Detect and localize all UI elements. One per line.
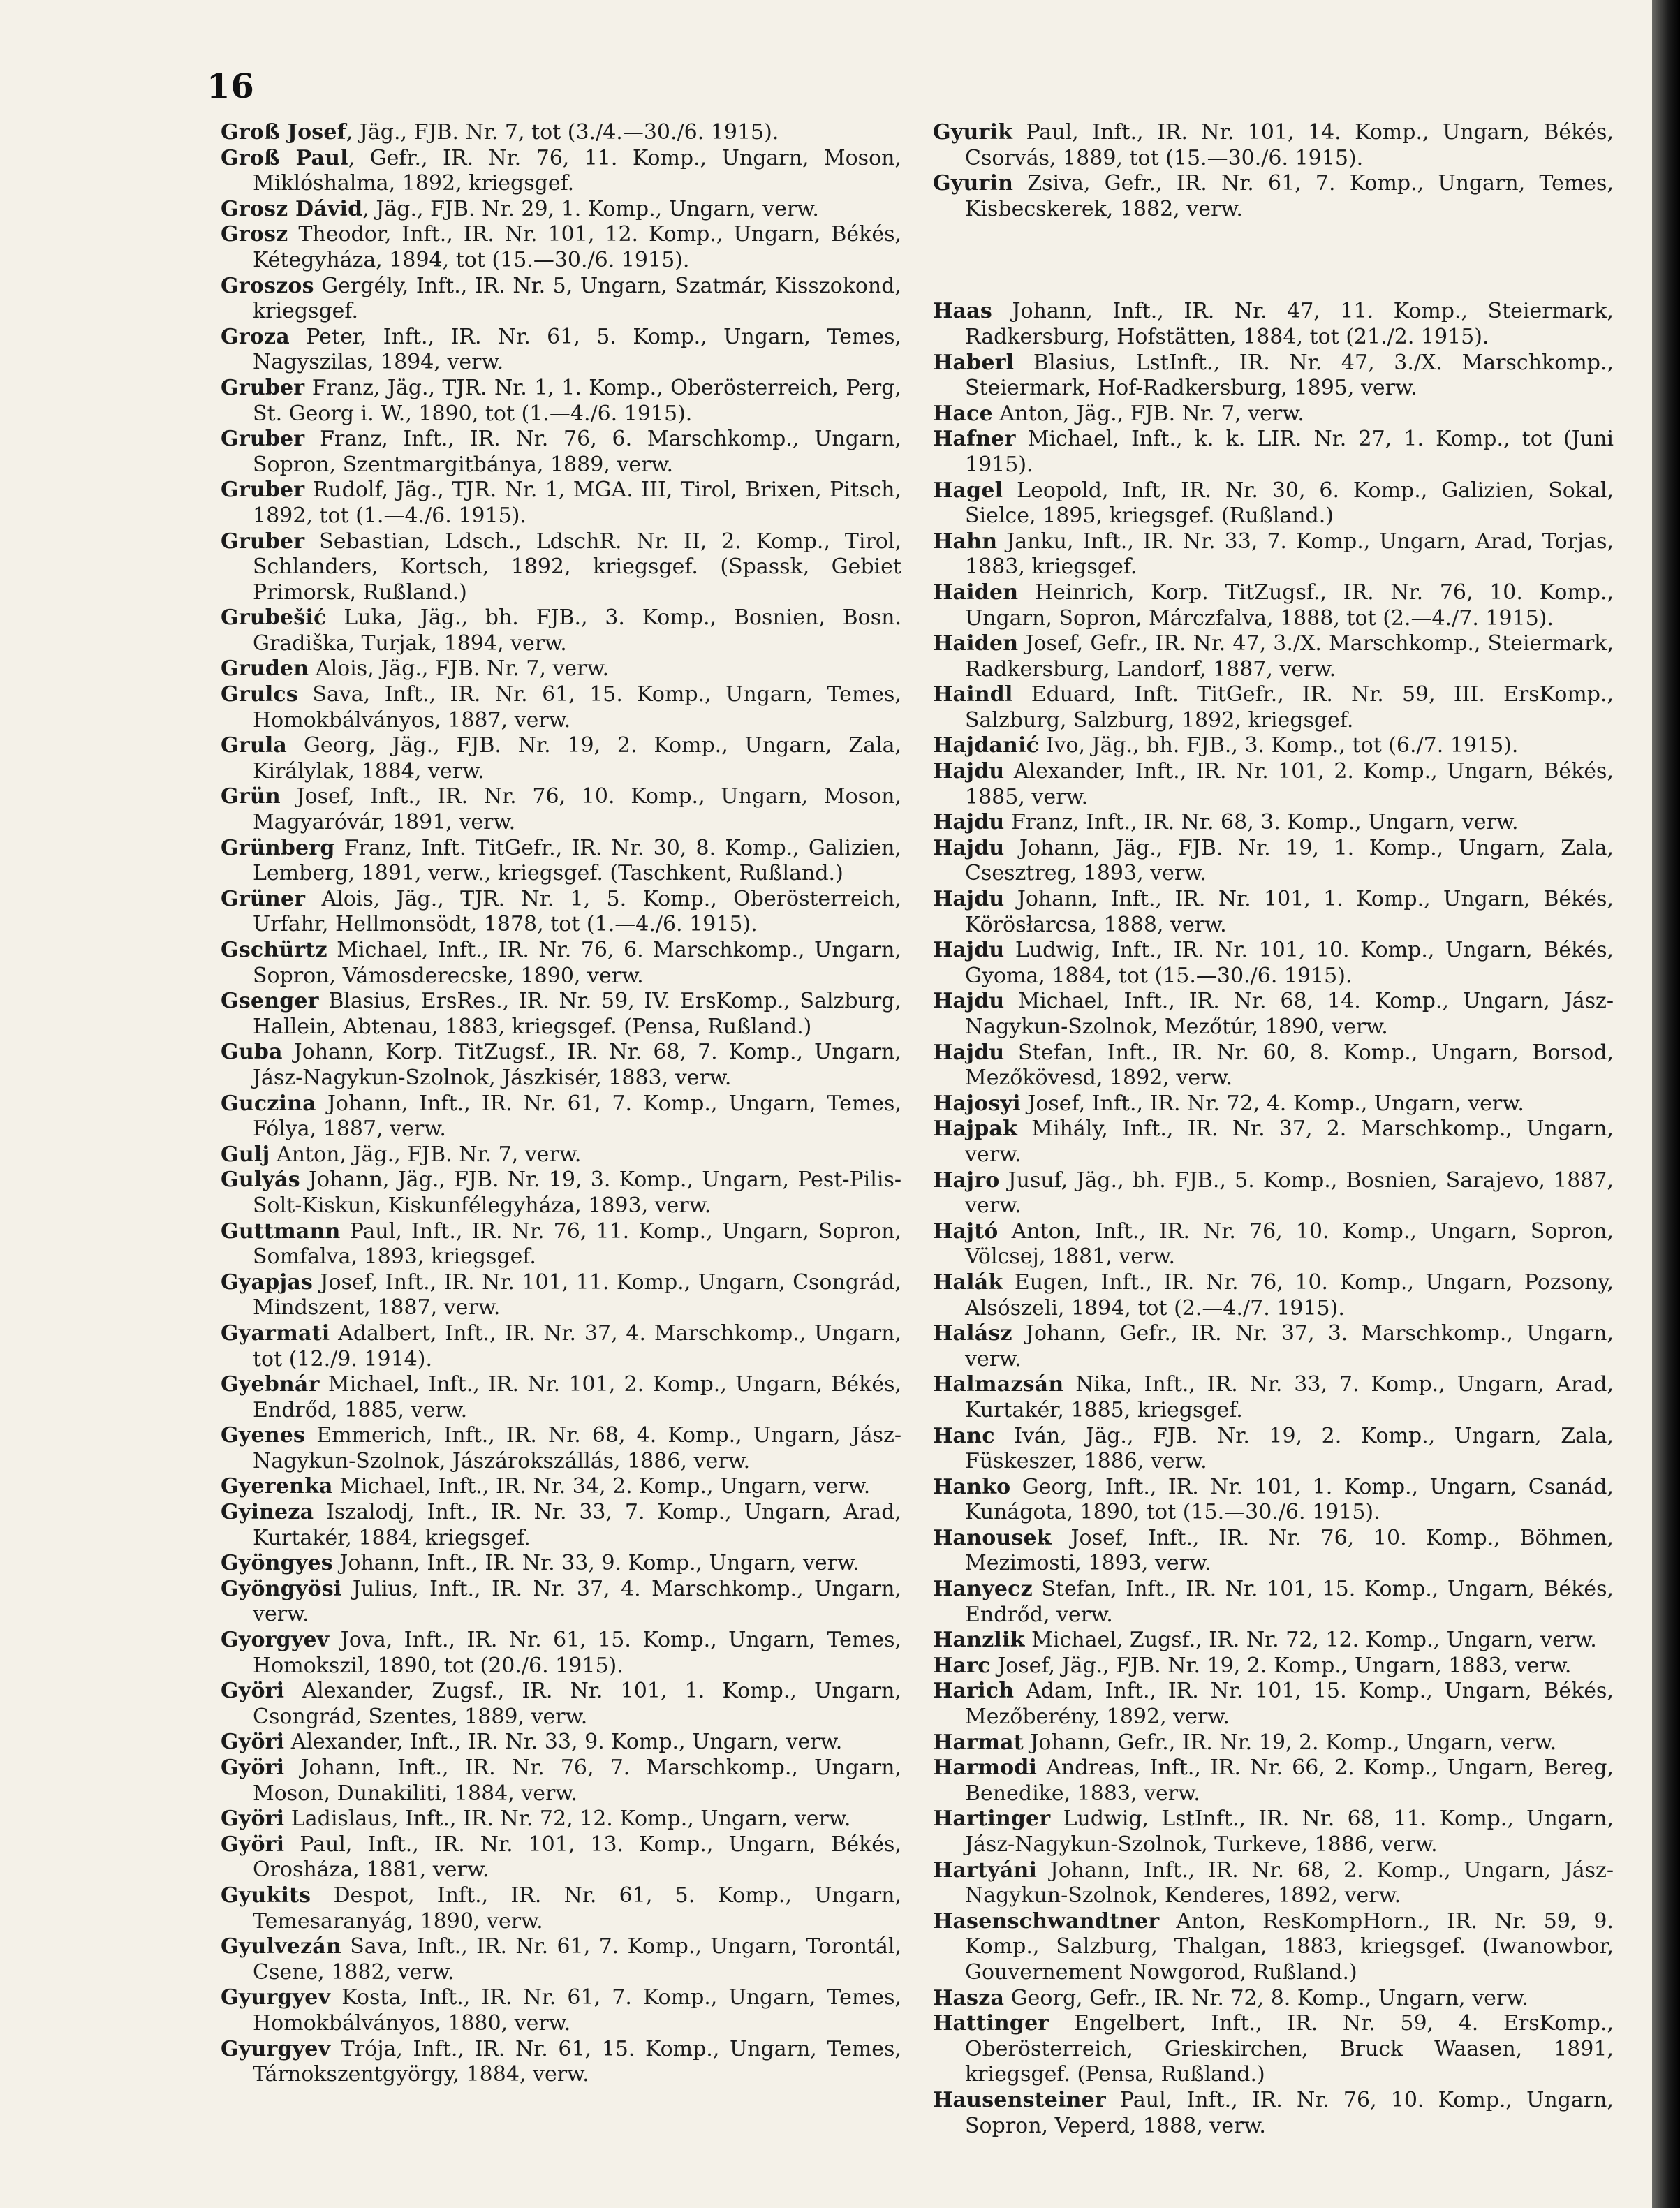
entry-name: Guttmann — [221, 1219, 341, 1244]
entry-text: Johann, Inft., IR. Nr. 47, 11. Komp., Steiermark, Radkersburg, Hofstätten, 1884, tot (21./2. 1915). — [965, 299, 1614, 349]
entry — [933, 1091, 1614, 1117]
entry-name: Hanc — [933, 1423, 995, 1448]
entry-text: Michael, Inft., IR. Nr. 34, 2. Komp., Ungarn, verw. — [332, 1474, 871, 1499]
entry-name: Gschürtz — [221, 938, 327, 962]
entry-text: Jusuf, Jäg., bh. FJB., 5. Komp., Bosnien, Sarajevo, 1887, verw. — [965, 1168, 1614, 1219]
entry — [221, 938, 901, 989]
entry-name: Haberl — [933, 350, 1015, 375]
entry-name: Hace — [933, 401, 993, 426]
entry-text: , Jäg., FJB. Nr. 29, 1. Komp., Ungarn, verw. — [362, 196, 819, 221]
entry-text: Georg, Inft., IR. Nr. 101, 1. Komp., Ungarn, Csanád, Kunágota, 1890, tot (15.—30./6. 1915). — [965, 1474, 1614, 1525]
entry-text: Alexander, Inft., IR. Nr. 33, 9. Komp., Ungarn, verw. — [284, 1730, 843, 1755]
entry-text: Iszalodj, Inft., IR. Nr. 33, 7. Komp., Ungarn, Arad, Kurtakér, 1884, kriegsgef. — [253, 1500, 901, 1550]
entry-text: Alexander, Inft., IR. Nr. 101, 2. Komp., Ungarn, Békés, 1885, verw. — [965, 759, 1614, 809]
entry-text: Emmerich, Inft., IR. Nr. 68, 4. Komp., Ungarn, Jász-Nagykun-Szolnok, Jászárokszállás, 1886, verw. — [253, 1423, 901, 1473]
entry — [221, 1756, 901, 1806]
entry — [221, 197, 901, 223]
entry-name: Guba — [221, 1040, 283, 1065]
entry-name: Hajdu — [933, 810, 1005, 835]
entry-name: Hajdu — [933, 759, 1005, 784]
entry-text: Theodor, Inft., IR. Nr. 101, 12. Komp., Ungarn, Békés, Kétegyháza, 1894, tot (15.—30./6. 1915). — [253, 222, 901, 272]
entry — [933, 733, 1614, 759]
entry-text: Johann, Gefr., IR. Nr. 19, 2. Komp., Ungarn, verw. — [1023, 1730, 1557, 1755]
entry — [933, 1806, 1614, 1857]
entry-text: Ladislaus, Inft., IR. Nr. 72, 12. Komp., Ungarn, verw. — [284, 1806, 851, 1832]
entry-name: Gyineza — [221, 1500, 314, 1525]
entry — [933, 1526, 1614, 1577]
entry — [221, 1985, 901, 2036]
entry-text: , Jäg., FJB. Nr. 7, tot (3./4.—30./6. 1915). — [346, 120, 779, 145]
entry-text: Sava, Inft., IR. Nr. 61, 7. Komp., Ungarn, Torontál, Csene, 1882, verw. — [253, 1934, 901, 1985]
entry — [933, 2088, 1614, 2139]
entry — [933, 1858, 1614, 1909]
entry — [933, 427, 1614, 478]
entry-name: Hajdu — [933, 835, 1005, 860]
entry — [933, 1219, 1614, 1270]
entry-text: Nika, Inft., IR. Nr. 33, 7. Komp., Ungarn, Arad, Kurtakér, 1885, kriegsgef. — [965, 1372, 1614, 1422]
entry-name: Gyurin — [933, 171, 1014, 196]
entry-name: Hasenschwandtner — [933, 1908, 1160, 1934]
entry-name: Gyerenka — [221, 1474, 333, 1499]
entry — [221, 1628, 901, 1679]
entry-text: Paul, Inft., IR. Nr. 101, 14. Komp., Ungarn, Békés, Csorvás, 1889, tot (15.—30./6. 1915). — [965, 120, 1614, 170]
entry — [221, 478, 901, 529]
entry-name: Gulj — [221, 1142, 270, 1167]
entry-name: Hahn — [933, 529, 998, 554]
entry-name: Gruber — [221, 427, 305, 452]
entry-text: Andreas, Inft., IR. Nr. 66, 2. Komp., Ungarn, Bereg, Benedike, 1883, verw. — [965, 1756, 1614, 1806]
entry-name: Halák — [933, 1269, 1003, 1295]
entry — [221, 682, 901, 733]
entry-name: Györi — [221, 1832, 285, 1857]
entry-name: Gyurgyev — [221, 1985, 331, 2010]
entry-text: Franz, Jäg., TJR. Nr. 1, 1. Komp., Oberösterreich, Perg, St. Georg i. W., 1890, tot (1.—4./6. 1915). — [253, 375, 901, 426]
entry — [221, 1423, 901, 1474]
entry-text: Peter, Inft., IR. Nr. 61, 5. Komp., Ungarn, Temes, Nagyszilas, 1894, verw. — [253, 324, 901, 375]
section-gap — [933, 222, 1614, 299]
entry-name: Gyapjas — [221, 1269, 314, 1295]
entry-name: Grula — [221, 733, 288, 758]
entry — [933, 351, 1614, 402]
entry — [221, 1219, 901, 1270]
entry-name: Hajdu — [933, 938, 1005, 963]
entry — [933, 631, 1614, 682]
entry — [933, 529, 1614, 580]
entry-text: Johann, Inft., IR. Nr. 101, 1. Komp., Ungarn, Békés, Körösłarcsa, 1888, verw. — [965, 887, 1614, 937]
entry-text: Adam, Inft., IR. Nr. 101, 15. Komp., Ungarn, Békés, Mezőberény, 1892, verw. — [965, 1679, 1614, 1730]
entry — [933, 299, 1614, 350]
entry-name: Haiden — [933, 580, 1019, 605]
entry — [221, 1270, 901, 1321]
entry-text: Engelbert, Inft., IR. Nr. 59, 4. ErsKomp., Oberösterreich, Grieskirchen, Bruck Waasen, 1891, kriegsgef. (Pensa, Rußland.) — [965, 2011, 1614, 2087]
entry-text: Kosta, Inft., IR. Nr. 61, 7. Komp., Ungarn, Temes, Homokbálványos, 1880, verw. — [253, 1985, 901, 2036]
entry-text: Zsiva, Gefr., IR. Nr. 61, 7. Komp., Ungarn, Temes, Kisbecskerek, 1882, verw. — [965, 171, 1614, 221]
entry — [221, 1500, 901, 1551]
entry-text: Anton, Inft., IR. Nr. 76, 10. Komp., Ungarn, Sopron, Völcsej, 1881, verw. — [965, 1219, 1614, 1269]
entry-name: Grosz Dávid — [221, 196, 363, 221]
entry — [221, 2037, 901, 2088]
entry-text: Josef, Inft., IR. Nr. 101, 11. Komp., Ungarn, Csongrád, Mindszent, 1887, verw. — [253, 1269, 901, 1320]
entry-text: Paul, Inft., IR. Nr. 76, 11. Komp., Ungarn, Sopron, Somfalva, 1893, kriegsgef. — [253, 1219, 901, 1269]
entry-name: Gruber — [221, 529, 305, 554]
entry — [933, 1654, 1614, 1679]
entry-name: Hajtó — [933, 1219, 999, 1244]
entry — [221, 887, 901, 938]
entry-name: Gyöngyösi — [221, 1576, 342, 1601]
entry-name: Grüner — [221, 886, 306, 911]
entry-name: Grosz — [221, 222, 288, 247]
entry-name: Harmat — [933, 1730, 1024, 1755]
entry — [933, 1168, 1614, 1219]
entry-name: Györi — [221, 1679, 285, 1704]
entry-text: Johann, Inft., IR. Nr. 61, 7. Komp., Ungarn, Temes, Fólya, 1887, verw. — [253, 1091, 901, 1142]
entry — [933, 1475, 1614, 1526]
entry-name: Hanousek — [933, 1525, 1052, 1550]
entry — [221, 1934, 901, 1985]
entry — [221, 222, 901, 273]
entry-text: Johann, Inft., IR. Nr. 68, 2. Komp., Ungarn, Jász-Nagykun-Szolnok, Kenderes, 1892, verw. — [965, 1857, 1614, 1908]
entry-text: Stefan, Inft., IR. Nr. 101, 15. Komp., Ungarn, Békés, Endrőd, verw. — [965, 1577, 1614, 1627]
entry-text: Heinrich, Korp. TitZugsf., IR. Nr. 76, 10. Komp., Ungarn, Sopron, Márczfalva, 1888, tot (2.—4./7. 1915). — [965, 580, 1614, 631]
entry — [933, 1909, 1614, 1986]
entry-text: Alois, Jäg., TJR. Nr. 1, 5. Komp., Oberösterreich, Urfahr, Hellmonsödt, 1878, tot (1.—4./6. 1915). — [253, 886, 901, 937]
entry — [933, 989, 1614, 1040]
entry — [221, 1321, 901, 1372]
entry-text: Blasius, ErsRes., IR. Nr. 59, IV. ErsKomp., Salzburg, Hallein, Abtenau, 1883, kriegsgef. (Pensa, Rußland.) — [253, 989, 901, 1039]
entry-name: Harc — [933, 1653, 991, 1678]
entry-text: Eduard, Inft. TitGefr., IR. Nr. 59, III. ErsKomp., Salzburg, Salzburg, 1892, kriegsgef. — [965, 682, 1614, 733]
entry — [221, 1577, 901, 1628]
entry-name: Gulyás — [221, 1168, 300, 1193]
entry-name: Gyukits — [221, 1883, 311, 1908]
entry-text: Alois, Jäg., FJB. Nr. 7, verw. — [309, 656, 610, 682]
entry-text: Iván, Jäg., FJB. Nr. 19, 2. Komp., Ungarn, Zala, Füskeszer, 1886, verw. — [965, 1423, 1614, 1474]
entry-text: Gergély, Inft., IR. Nr. 5, Ungarn, Szatmár, Kisszokond, kriegsgef. — [253, 273, 901, 324]
entry-name: Haindl — [933, 682, 1013, 707]
entry-text: Michael, Inft., IR. Nr. 76, 6. Marschkomp., Ungarn, Sopron, Vámosderecske, 1890, verw. — [253, 938, 901, 988]
entry-text: Franz, Inft., IR. Nr. 76, 6. Marschkomp., Ungarn, Sopron, Szentmargitbánya, 1889, verw. — [253, 427, 901, 477]
entry — [221, 1679, 901, 1730]
entry-text: Ludwig, Inft., IR. Nr. 101, 10. Komp., Ungarn, Békés, Gyoma, 1884, tot (15.—30./6. 1915). — [965, 938, 1614, 988]
entry-name: Harich — [933, 1679, 1015, 1704]
entry-name: Grünberg — [221, 835, 335, 860]
entry — [221, 146, 901, 197]
entry-name: Hanko — [933, 1474, 1011, 1499]
entry — [933, 171, 1614, 222]
entry-name: Györi — [221, 1730, 285, 1755]
entry — [221, 1040, 901, 1091]
entry-name: Hagel — [933, 478, 1003, 503]
entry-name: Hajdu — [933, 887, 1005, 912]
entry — [221, 376, 901, 427]
entry-text: Janku, Inft., IR. Nr. 33, 7. Komp., Ungarn, Arad, Torjas, 1883, kriegsgef. — [965, 529, 1614, 580]
entry-name: Gyebnár — [221, 1372, 320, 1397]
entry-name: Hajosyi — [933, 1091, 1021, 1116]
entry-text: Jova, Inft., IR. Nr. 61, 15. Komp., Ungarn, Temes, Homokszil, 1890, tot (20./6. 1915). — [253, 1628, 901, 1678]
entry-name: Haas — [933, 299, 992, 324]
entry — [933, 1424, 1614, 1475]
entry-text: Anton, Jäg., FJB. Nr. 7, verw. — [992, 401, 1304, 426]
entry — [933, 478, 1614, 529]
entry-name: Hausensteiner — [933, 2087, 1106, 2112]
entry — [221, 529, 901, 606]
entry-text: Josef, Gefr., IR. Nr. 47, 3./X. Marschkomp., Steiermark, Radkersburg, Landorf, 1887, verw. — [965, 631, 1614, 682]
entry-name: Groß Paul — [221, 145, 348, 170]
entry — [221, 1091, 901, 1142]
entry-text: Paul, Inft., IR. Nr. 76, 10. Komp., Ungarn, Sopron, Veperd, 1888, verw. — [965, 2087, 1614, 2138]
entry-name: Hajdu — [933, 1040, 1005, 1065]
entry — [221, 1474, 901, 1500]
entry-text: Sebastian, Ldsch., LdschR. Nr. II, 2. Komp., Tirol, Schlanders, Kortsch, 1892, kriegsgef. (Spassk, Gebiet Primorsk, Rußland.) — [253, 529, 901, 605]
entry-text: Paul, Inft., IR. Nr. 101, 13. Komp., Ungarn, Békés, Orosháza, 1881, verw. — [253, 1832, 901, 1883]
left-column — [221, 120, 901, 2088]
entry-text: Mihály, Inft., IR. Nr. 37, 2. Marschkomp., Ungarn, verw. — [965, 1117, 1614, 1167]
entry-text: , Gefr., IR. Nr. 76, 11. Komp., Ungarn, Moson, Miklóshalma, 1892, kriegsgef. — [253, 145, 901, 196]
entry — [933, 1270, 1614, 1321]
entry — [933, 1679, 1614, 1730]
entry-text: Michael, Inft., IR. Nr. 101, 2. Komp., Ungarn, Békés, Endrőd, 1885, verw. — [253, 1372, 901, 1422]
entry-name: Hajdu — [933, 989, 1005, 1014]
entry-name: Grulcs — [221, 682, 298, 707]
entry — [933, 887, 1614, 938]
entry-text: Ludwig, LstInft., IR. Nr. 68, 11. Komp., Ungarn, Jász-Nagykun-Szolnok, Turkeve, 1886, verw. — [965, 1806, 1614, 1857]
entry-text: Luka, Jäg., bh. FJB., 3. Komp., Bosnien, Bosn. Gradiška, Turjak, 1894, verw. — [253, 605, 901, 656]
entry-name: Haiden — [933, 631, 1019, 656]
entry-text: Despot, Inft., IR. Nr. 61, 5. Komp., Ungarn, Temesaranyág, 1890, verw. — [253, 1883, 901, 1934]
entry-text: Ivo, Jäg., bh. FJB., 3. Komp., tot (6./7. 1915). — [1039, 733, 1519, 758]
entry-text: Michael, Inft., k. k. LIR. Nr. 27, 1. Komp., tot (Juni 1915). — [965, 427, 1614, 477]
entry-name: Hajpak — [933, 1117, 1018, 1142]
entry-name: Hajro — [933, 1168, 1000, 1193]
entry — [933, 1040, 1614, 1091]
entry-name: Hattinger — [933, 2011, 1049, 2036]
entry — [221, 274, 901, 325]
entry — [221, 784, 901, 835]
entry-text: Johann, Gefr., IR. Nr. 37, 3. Marschkomp., Ungarn, verw. — [965, 1321, 1614, 1371]
entry-name: Gyarmati — [221, 1320, 330, 1346]
entry-text: Franz, Inft., IR. Nr. 68, 3. Komp., Ungarn, verw. — [1004, 810, 1519, 835]
entry-text: Sava, Inft., IR. Nr. 61, 15. Komp., Ungarn, Temes, Homokbálványos, 1887, verw. — [253, 682, 901, 733]
entry-text: Trója, Inft., IR. Nr. 61, 15. Komp., Ungarn, Temes, Tárnokszentgyörgy, 1884, verw. — [253, 2036, 901, 2087]
entry — [933, 1117, 1614, 1168]
entry-text: Anton, ResKompHorn., IR. Nr. 59, 9. Komp., Salzburg, Thalgan, 1883, kriegsgef. (Iwanowbor, Gouvernement Nowgorod, Rußland.) — [965, 1908, 1614, 1985]
entry-name: Hasza — [933, 1985, 1005, 2010]
entry-name: Hafner — [933, 427, 1016, 452]
entry-name: Gyulvezán — [221, 1934, 341, 1959]
entry — [933, 1986, 1614, 2012]
entry — [933, 580, 1614, 631]
entry-text: Julius, Inft., IR. Nr. 37, 4. Marschkomp., Ungarn, verw. — [253, 1576, 901, 1627]
entry-text: Adalbert, Inft., IR. Nr. 37, 4. Marschkomp., Ungarn, tot (12./9. 1914). — [253, 1320, 901, 1371]
entry-name: Gyenes — [221, 1423, 306, 1448]
right-column — [933, 120, 1614, 2139]
entry — [221, 1142, 901, 1168]
entry-text: Franz, Inft. TitGefr., IR. Nr. 30, 8. Komp., Galizien, Lemberg, 1891, verw., kriegsgef. (Taschkent, Rußland.) — [253, 835, 901, 886]
entry — [933, 2011, 1614, 2088]
entry-name: Groszos — [221, 273, 314, 298]
entry-text: Josef, Inft., IR. Nr. 76, 10. Komp., Ungarn, Moson, Magyaróvár, 1891, verw. — [253, 784, 901, 835]
entry-text: Josef, Inft., IR. Nr. 72, 4. Komp., Ungarn, verw. — [1020, 1091, 1524, 1116]
entry — [221, 836, 901, 887]
entry-text: Anton, Jäg., FJB. Nr. 7, verw. — [270, 1142, 582, 1167]
entry-text: Eugen, Inft., IR. Nr. 76, 10. Komp., Ungarn, Pozsony, Alsószeli, 1894, tot (2.—4./7. 1915). — [965, 1269, 1614, 1320]
entry-name: Gruden — [221, 656, 309, 682]
entry — [221, 733, 901, 784]
entry-name: Halmazsán — [933, 1372, 1064, 1397]
entry-text: Blasius, LstInft., IR. Nr. 47, 3./X. Marschkomp., Steiermark, Hof-Radkersburg, 1895, verw. — [965, 350, 1614, 401]
entry-text: Michael, Zugsf., IR. Nr. 72, 12. Komp., Ungarn, verw. — [1024, 1628, 1597, 1653]
entry-name: Grün — [221, 784, 281, 809]
entry — [933, 1628, 1614, 1654]
entry — [221, 605, 901, 656]
entry-text: Alexander, Zugsf., IR. Nr. 101, 1. Komp., Ungarn, Csongrád, Szentes, 1889, verw. — [253, 1679, 901, 1729]
entry-text: Johann, Jäg., FJB. Nr. 19, 3. Komp., Ungarn, Pest-Pilis-Solt-Kiskun, Kiskunfélegyháza, 1893, verw. — [253, 1168, 901, 1218]
entry-name: Gyurik — [933, 120, 1013, 145]
entry-text: Johann, Jäg., FJB. Nr. 19, 1. Komp., Ungarn, Zala, Csesztreg, 1893, verw. — [965, 835, 1614, 886]
entry-text: Josef, Jäg., FJB. Nr. 19, 2. Komp., Ungarn, 1883, verw. — [990, 1653, 1572, 1678]
entry — [933, 1577, 1614, 1628]
entry-name: Hartyáni — [933, 1857, 1038, 1883]
entry-name: Hajdanić — [933, 733, 1040, 758]
entry-name: Guczina — [221, 1091, 316, 1116]
entry-name: Grubešić — [221, 605, 327, 631]
entry — [221, 325, 901, 376]
entry-name: Györi — [221, 1806, 285, 1832]
entry-name: Gsenger — [221, 989, 319, 1014]
entry — [221, 120, 901, 146]
entry — [221, 1883, 901, 1934]
entry — [933, 1372, 1614, 1423]
entry — [933, 1730, 1614, 1756]
entry-text: Josef, Inft., IR. Nr. 76, 10. Komp., Böhmen, Mezimosti, 1893, verw. — [965, 1525, 1614, 1576]
entry-name: Gyurgyev — [221, 2036, 331, 2061]
entry — [221, 1372, 901, 1423]
entry — [933, 759, 1614, 810]
entry-name: Györi — [221, 1756, 285, 1780]
entry — [933, 836, 1614, 887]
entry-text: Johann, Inft., IR. Nr. 33, 9. Komp., Ungarn, verw. — [332, 1551, 860, 1576]
entry-name: Groß Josef — [221, 120, 346, 145]
entry-text: Georg, Gefr., IR. Nr. 72, 8. Komp., Ungarn, verw. — [1004, 1985, 1528, 2010]
entry-text: Stefan, Inft., IR. Nr. 60, 8. Komp., Ungarn, Borsod, Mezőkövesd, 1892, verw. — [965, 1040, 1614, 1091]
entry — [221, 1832, 901, 1883]
entry-name: Halász — [933, 1321, 1012, 1346]
entry — [221, 1551, 901, 1577]
entry — [933, 402, 1614, 427]
entry-name: Gyorgyev — [221, 1628, 330, 1653]
entry — [221, 1168, 901, 1219]
entry-name: Hartinger — [933, 1806, 1051, 1832]
entry — [221, 1806, 901, 1832]
entry — [221, 989, 901, 1040]
entry — [221, 656, 901, 682]
entry — [933, 682, 1614, 733]
entry-name: Groza — [221, 324, 290, 349]
entry-text: Johann, Inft., IR. Nr. 76, 7. Marschkomp., Ungarn, Moson, Dunakiliti, 1884, verw. — [253, 1756, 901, 1806]
entry-name: Hanzlik — [933, 1628, 1025, 1653]
entry — [933, 120, 1614, 171]
entry — [221, 427, 901, 478]
page-number: 16 — [207, 67, 255, 106]
entry-text: Georg, Jäg., FJB. Nr. 19, 2. Komp., Ungarn, Zala, Királylak, 1884, verw. — [253, 733, 901, 783]
entry-name: Gruber — [221, 375, 305, 400]
entry-name: Harmodi — [933, 1756, 1038, 1781]
entry-name: Hanyecz — [933, 1577, 1033, 1602]
entry-name: Gruber — [221, 478, 305, 503]
entry — [221, 1730, 901, 1756]
entry-name: Gyöngyes — [221, 1551, 333, 1576]
entry — [933, 1321, 1614, 1372]
entry — [933, 1756, 1614, 1806]
entry-text: Johann, Korp. TitZugsf., IR. Nr. 68, 7. Komp., Ungarn, Jász-Nagykun-Szolnok, Jászkisér, 1883, verw. — [253, 1040, 901, 1090]
entry — [933, 810, 1614, 836]
entry-text: Rudolf, Jäg., TJR. Nr. 1, MGA. III, Tirol, Brixen, Pitsch, 1892, tot (1.—4./6. 1915). — [253, 478, 901, 528]
entry — [933, 938, 1614, 989]
entry-text: Michael, Inft., IR. Nr. 68, 14. Komp., Ungarn, Jász-Nagykun-Szolnok, Mezőtúr, 1890, verw. — [965, 989, 1614, 1039]
page-edge-shadow — [1652, 0, 1680, 2208]
entry-text: Leopold, Inft, IR. Nr. 30, 6. Komp., Galizien, Sokal, Sielce, 1895, kriegsgef. (Rußland.) — [965, 478, 1614, 529]
